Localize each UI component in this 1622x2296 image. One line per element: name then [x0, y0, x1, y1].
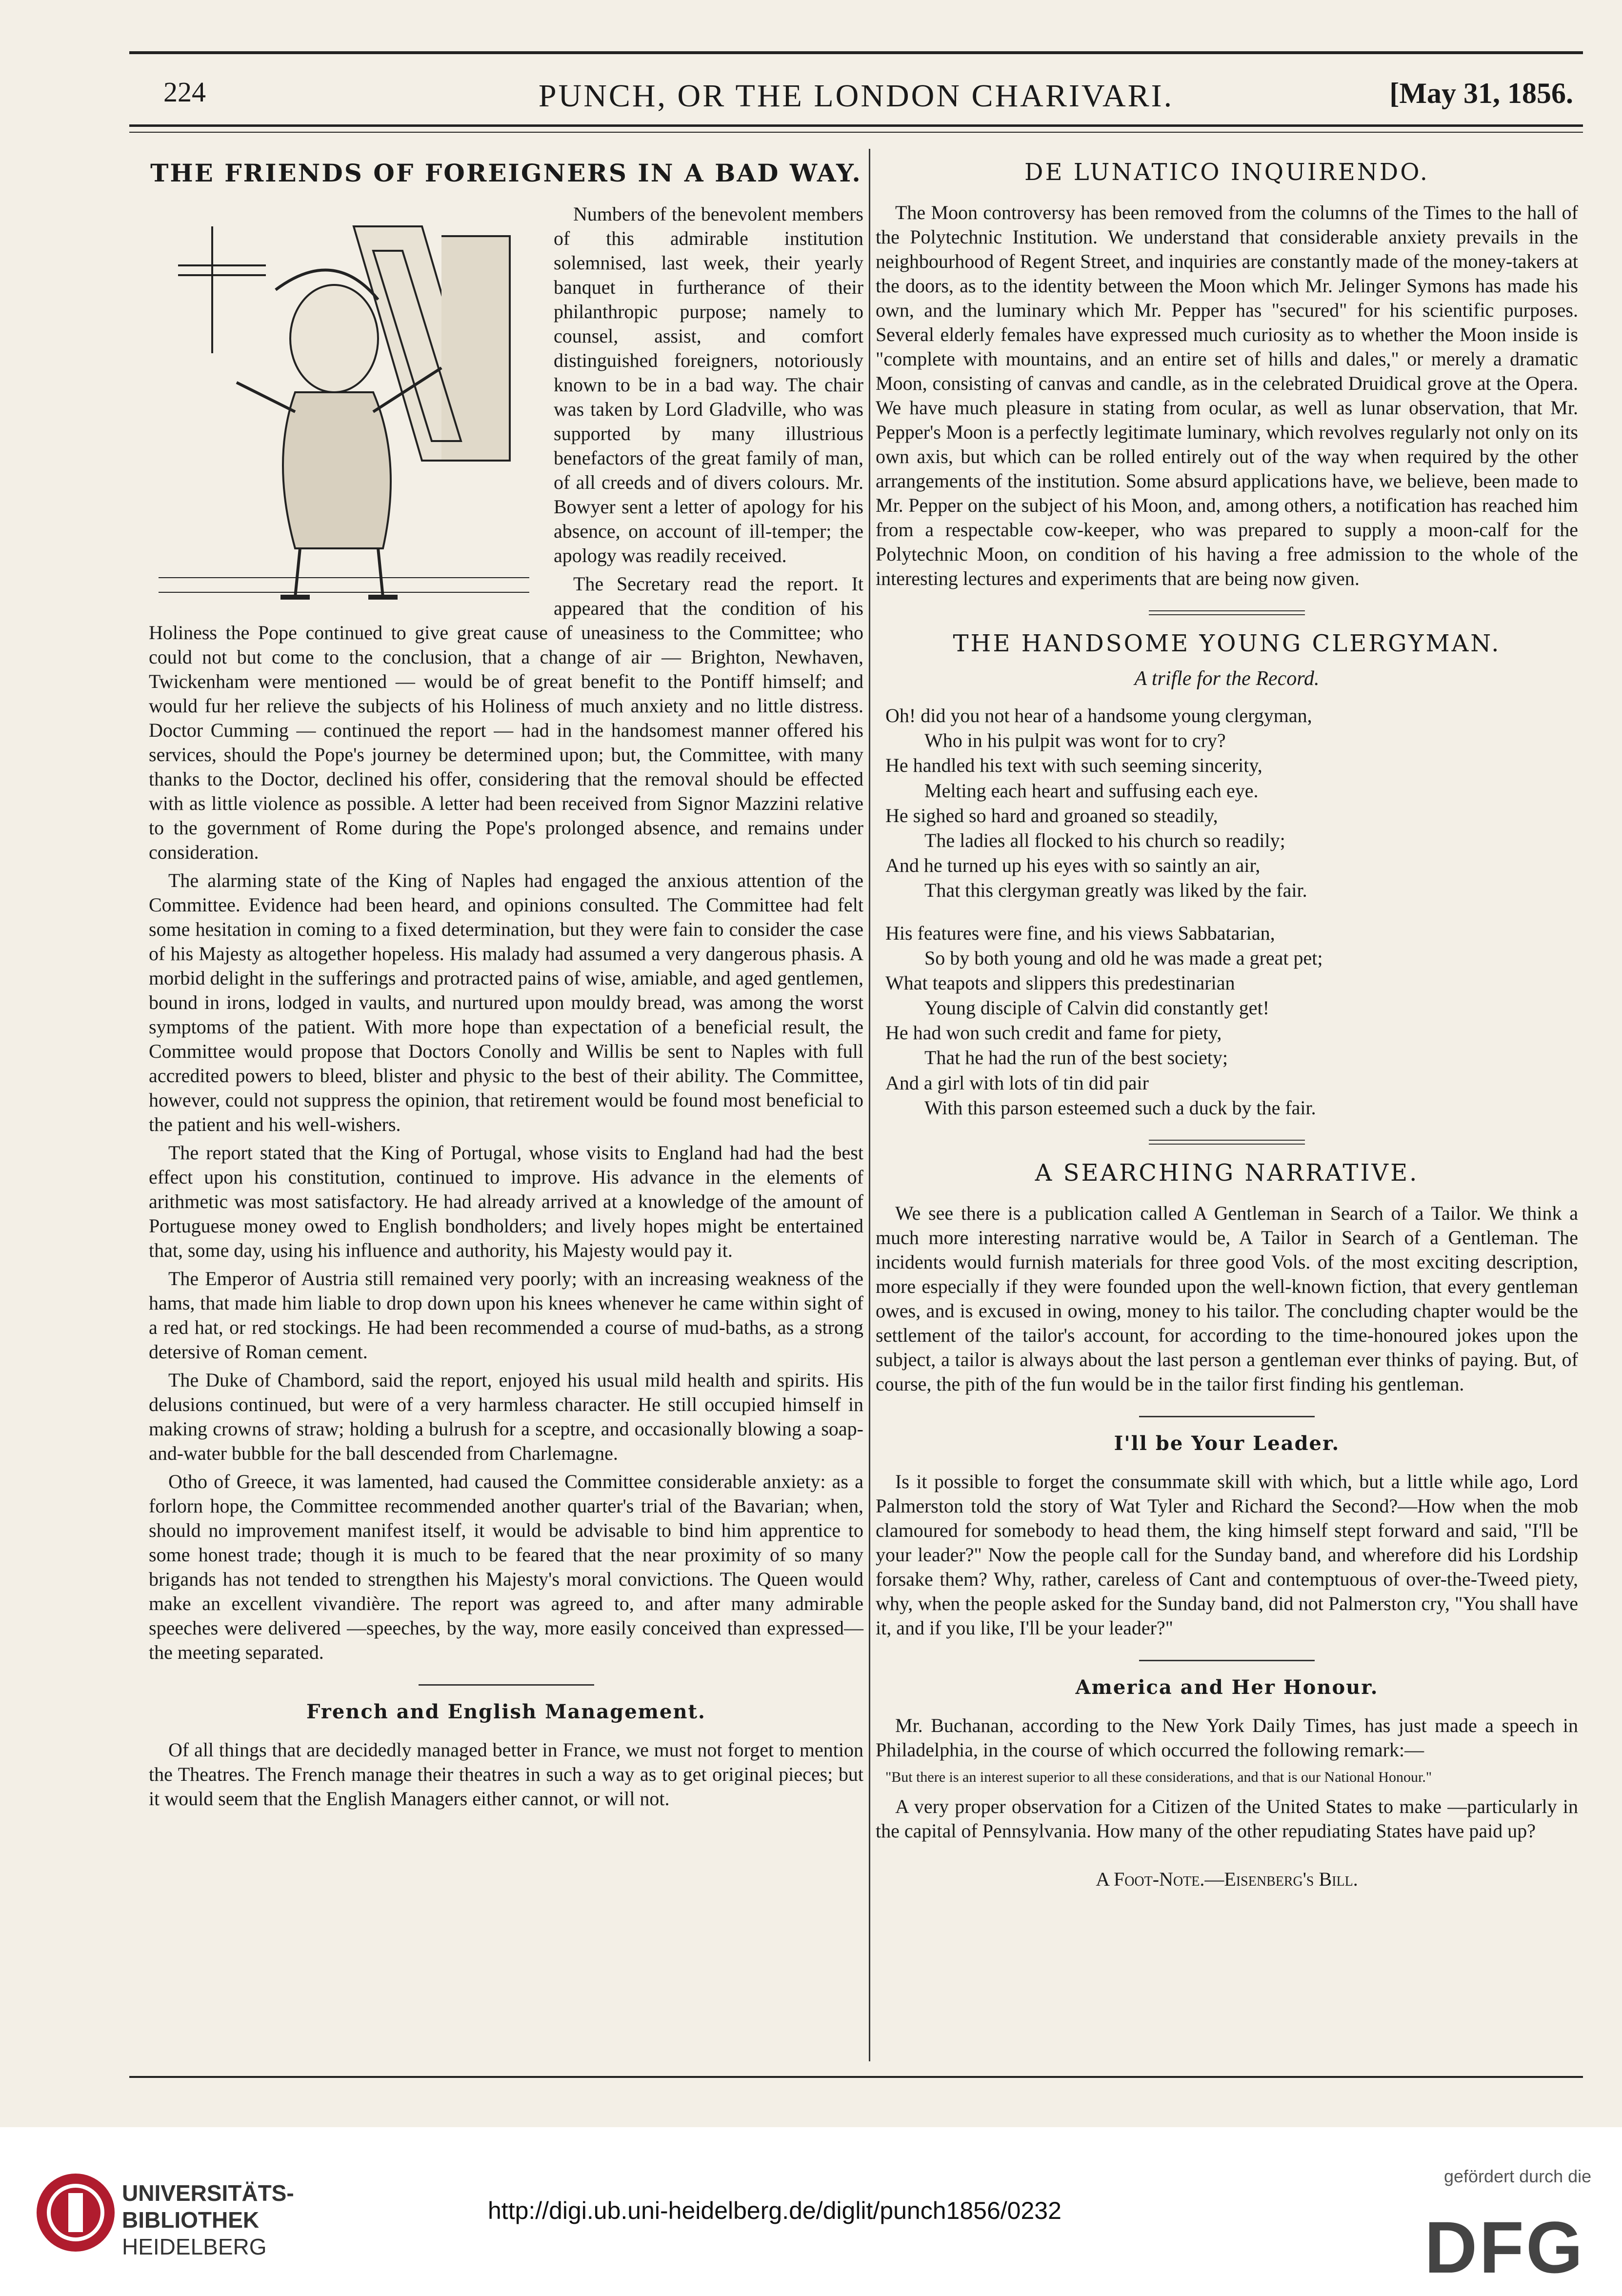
permalink-url[interactable]: http://digi.ub.uni-heidelberg.de/diglit/punch1856/0232 [488, 2197, 1061, 2224]
searching-paragraph: We see there is a publication called A Gentleman in Search of a Tailor. We think a much more interesting narrative would be, A Tailor in Search of a Gentleman. The incidents would furnish materials for three good Vols. of the most exciting description, more especially if they were founded upon the well-known fiction, that every gentleman owes, and is excused in owing, money to his tailor. The concluding chapter would be the settlement of the tailor's account, for according to the time-honoured jokes upon the subject, a tailor is always about the last person a gentleman ever thinks of paying. But, of course, the pith of the fun would be in the tailor first finding his gentleman. [876, 1202, 1578, 1395]
america-quote: "But there is an interest superior to all these considerations, and that is our National Honour." [885, 1769, 1432, 1785]
bottom-rule [129, 2076, 1583, 2078]
dfg-logo: DFG [1424, 2206, 1585, 2288]
poem-line: He had won such credit and fame for piety, [885, 1022, 1222, 1044]
article-subtitle-clergyman: A trifle for the Record. [1134, 667, 1320, 690]
poem-line: That this clergyman greatly was liked by the fair. [924, 879, 1307, 902]
friends-paragraph-7: Otho of Greece, it was lamented, had caused the Committee considerable anxiety: as a forlorn hope, the Committee recommended another quarter's trial of the Bavarian; when, should no improvement manifest itself, it would be advisable to bind him apprentice to some honest trade; though it is much to be feared that the near proximity of so many brigands has not tended to strengthen his Majesty's moral convictions. The Queen would make an excellent vivandière. The report was agreed to, and after many admirable speeches were delivered —speeches, by the way, more easily conceived than expressed—the meeting separated. [149, 1470, 863, 1663]
article-title-leader: I'll be Your Leader. [1114, 1432, 1340, 1455]
header-rule-thin [129, 132, 1583, 133]
poem-stanza-2 [876, 921, 1578, 1121]
poem-line: What teapots and slippers this predestinarian [885, 971, 1235, 994]
top-rule [129, 51, 1583, 54]
cartoon-illustration [149, 207, 539, 612]
viewer-footer [0, 2127, 1622, 2296]
library-name-line: HEIDELBERG [122, 2234, 267, 2260]
poem-line: And a girl with lots of tin did pair [885, 1071, 1149, 1094]
publication-title: PUNCH, OR THE LONDON CHARIVARI. [538, 78, 1174, 114]
page-header [129, 71, 1583, 124]
header-rule [129, 124, 1583, 127]
column-divider [869, 149, 870, 2061]
university-seal-icon [34, 2171, 117, 2254]
poem-line: That he had the run of the best society; [924, 1047, 1228, 1069]
friends-paragraph-5: The Emperor of Austria still remained very poorly; with an increasing weakness of the hams, that made him liable to drop down upon his knees whenever he came within sight of a red hat, or red stockings. He had been recommended a course of mud-baths, as a strong detersive of Roman cement. [149, 1268, 863, 1363]
section-rule [1139, 1416, 1315, 1417]
left-column [149, 144, 863, 1815]
poem-line: With this parson esteemed such a duck by the fair. [924, 1096, 1316, 1119]
friends-paragraph-1: Numbers of the benevolent members of this admirable institution solemnised, last week, their yearly banquet in furtherance of their philanthropic purpose; namely to counsel, assist, and comfort distinguished foreigners, notoriously known to be in a bad way. The chair was taken by Lord Gladville, who was supported by many illustrious benefactors of the great family of man, of all creeds and of divers colours. Mr. Bowyer sent a letter of apology for his absence, on account of ill-temper; the apology was readily received. [554, 203, 863, 566]
issue-date: [May 31, 1856. [1389, 77, 1573, 109]
article-title-clergyman: THE HANDSOME YOUNG CLERGYMAN. [953, 630, 1501, 657]
section-rule [1149, 1140, 1305, 1145]
friends-paragraph-3: The alarming state of the King of Naples had engaged the anxious attention of the Committee. Evidence had been heard, and opinions consulted. The Committee had felt some hesitation in coming to a fixed determination, but they were fain to consider the case of his Majesty as altogether hopeless. His malady had assumed a very dangerous phasis. A morbid delight in the sufferings and protracted pains of wise, amiable, and aged gentlemen, bound in irons, lodged in vaults, and nurtured upon mouldy bread, was among the worst symptoms of the patient. With more hope than expectation of a beneficial result, the Committee would propose that Doctors Conolly and Willis be sent to Naples with full accredited powers to bleed, blister and physic to the best of their ability. The Committee, however, could not suppress the opinion, that retirement would be found most beneficial to the patient and his well-wishers. [149, 869, 863, 1135]
america-paragraph-2: A very proper observation for a Citizen of the United States to make —particularly in the capital of Pennsylvania. How many of the other repudiating States have paid up? [876, 1795, 1578, 1842]
right-column [876, 144, 1578, 1891]
lunatico-paragraph: The Moon controversy has been removed from the columns of the Times to the hall of the Polytechnic Institution. We understand that considerable anxiety prevails in the neighbourhood of Regent Street, and inquiries are constantly made of the money-takers at the doors, as to the identity between the Moon which Mr. Jelinger Symons has made his own, and the luminary which Mr. Pepper has "secured" for his scientific purposes. Several elderly females have expressed much curiosity as to whether the Moon inside is "complete with mountains, and an entire set of hills and dales," or merely a dramatic Moon, consisting of canvas and candle, as in the celebrated Druidical grove at the Opera. We have much pleasure in stating from ocular, as well as lunar observation, that Mr. Pepper's Moon is a perfectly legitimate luminary, which revolves regularly not only on its own axis, but which can be rolled entirely out of the way when required by the other arrangements of the institution. Some absurd applications have, we believe, been made to Mr. Pepper on the subject of his Moon, and, among others, a notification has reached him from a respectable cow-keeper, who was prepared to supply a moon-calf for the Polytechnic Moon, on condition of his having a free admission to the whole of the interesting lectures and experiments that are being now given. [876, 201, 1578, 589]
poem-line: So by both young and old he was made a great pet; [924, 947, 1323, 969]
library-name-line: UNIVERSITÄTS- [122, 2180, 294, 2206]
america-paragraph-1: Mr. Buchanan, according to the New York Daily Times, has just made a speech in Philadelphia, in the course of which occurred the following remark:— [876, 1714, 1578, 1761]
section-rule [1139, 1660, 1315, 1661]
article-title-america: America and Her Honour. [1075, 1676, 1379, 1699]
friends-paragraph-2: The Secretary read the report. It appeared that the condition of his Holiness the Pope continued to give great cause of uneasiness to the Committee; who could not but come to the conclusion, that a change of air — Brighton, Newhaven, Twickenham were mentioned — would be of great benefit to the Pontiff himself; and would fur her relieve the subjects of his Holiness of much anxiety and no little distress. Doctor Cumming — continued the report — had in the handsomest manner offered his services, should the Pope's journey be determined upon; but, the Committee, with many thanks to the Doctor, declined his offer, considering that the removal should be effected with as little violence as possible. A letter had been received from Signor Mazzini relative to the government of Rome during the Pope's prolonged absence, and remains under consideration. [149, 573, 863, 863]
article-title-lunatico: DE LUNATICO INQUIRENDO. [1024, 159, 1430, 186]
poem-line: He handled his text with such seeming sincerity, [885, 754, 1262, 777]
newspaper-page [129, 51, 1583, 2091]
page-number: 224 [163, 76, 206, 108]
poem-line: Melting each heart and suffusing each eye. [924, 779, 1259, 802]
friends-paragraph-4: The report stated that the King of Portugal, whose visits to England had had the best effect upon his constitution, continued to improve. His advance in the elements of arithmetic was most satisfactory. He had already arrived at a knowledge of the amount of Portuguese money owed to English bondholders; and lively hopes might be entertained that, some day, using his influence and authority, his Majesty would pay it. [149, 1142, 863, 1261]
leader-paragraph: Is it possible to forget the consummate skill with which, but a little while ago, Lord Palmerston told the story of Wat Tyler and Richard the Second?—How when the mob clamoured for somebody to head them, the king himself stept forward and said, "I'll be your leader?" Now the people call for the Sunday band, and wherefore did his Lordship forsake them? Why, rather, careless of Cant and contemptuous of over-the-Tweed piety, why, when the people asked for the Sunday band, did not Palmerston cry, "You shall have it, and if you like, I'll be your leader?" [876, 1470, 1578, 1639]
library-name-line: BIBLIOTHEK [122, 2207, 260, 2233]
section-rule [1149, 610, 1305, 615]
poem-line: Who in his pulpit was wont for to cry? [924, 729, 1226, 752]
sponsor-label: gefördert durch die [1444, 2166, 1592, 2186]
poem-stanza-1 [876, 703, 1578, 903]
french-paragraph: Of all things that are decidedly managed better in France, we must not forget to mention the Theatres. The French manage their theatres in such a way as to get original pieces; but it would seem that the English Managers either cannot, or will not. [149, 1739, 863, 1810]
poem-line: He sighed so hard and groaned so steadily, [885, 804, 1218, 826]
poem-line: Oh! did you not hear of a handsome young clergyman, [885, 705, 1312, 726]
article-title-french: French and English Management. [306, 1700, 706, 1723]
america-footnote: A Foot-Note.—Eisenberg's Bill. [1096, 1868, 1358, 1890]
article-title-searching: A SEARCHING NARRATIVE. [1035, 1159, 1419, 1187]
friends-paragraph-6: The Duke of Chambord, said the report, enjoyed his usual mild health and spirits. His delusions continued, but were of a very harmless character. He still occupied himself in making crowns of straw; holding a bulrush for a sceptre, and occasionally blowing a soap-and-water bubble for the ball descended from Charlemagne. [149, 1369, 863, 1464]
poem-line: The ladies all flocked to his church so readily; [924, 829, 1285, 851]
article-title-friends: THE FRIENDS OF FOREIGNERS IN A BAD WAY. [150, 159, 862, 187]
poem-line: Young disciple of Calvin did constantly get! [924, 997, 1269, 1019]
poem-line: And he turned up his eyes with so saintly an air, [885, 854, 1261, 877]
cartoon-drawing [149, 207, 539, 612]
poem-line: His features were fine, and his views Sabbatarian, [885, 922, 1275, 944]
library-name [122, 2180, 294, 2261]
section-rule [419, 1684, 594, 1686]
